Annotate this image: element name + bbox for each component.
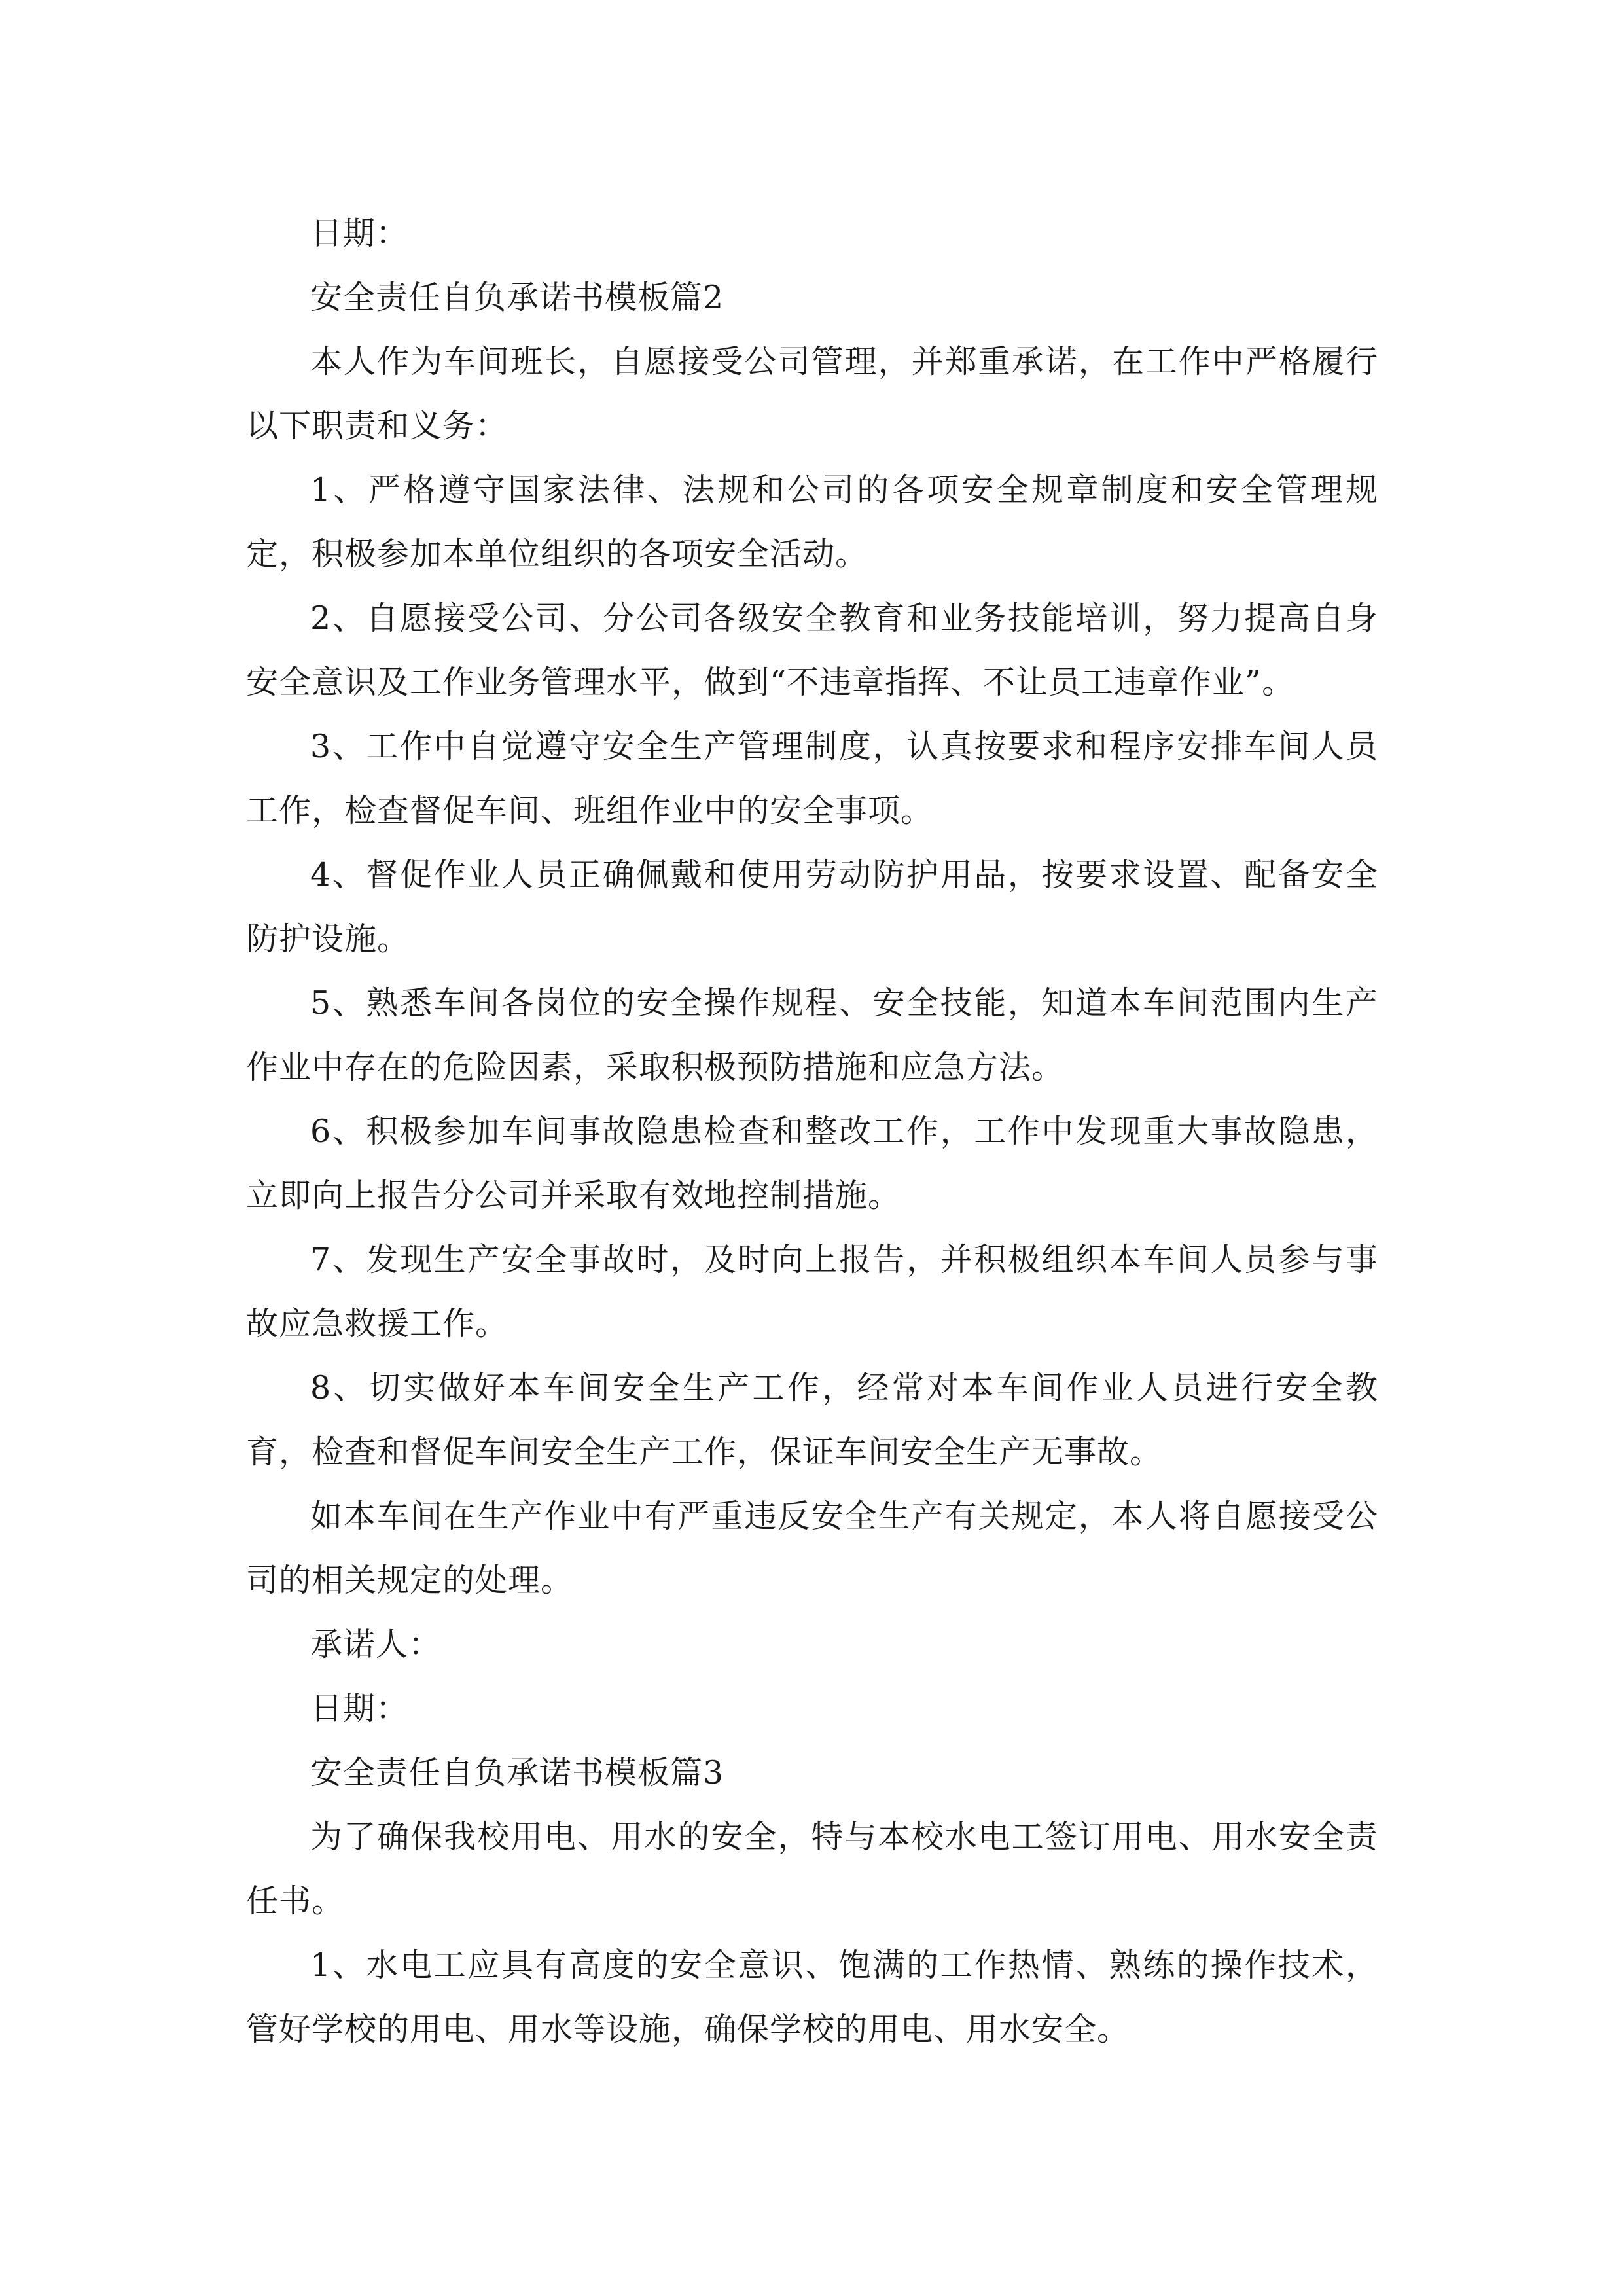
clause-6: 6、积极参加车间事故隐患检查和整改工作，工作中发现重大事故隐患，立即向上报告分公司并采取有效地控制措施。 [246, 1113, 1378, 1214]
date-line-2: 日期： [310, 1690, 409, 1727]
clause-7: 7、发现生产安全事故时，及时向上报告，并积极组织本车间人员参与事故应急救援工作。 [246, 1241, 1378, 1342]
clause-2: 2、自愿接受公司、分公司各级安全教育和业务技能培训，努力提高自身安全意识及工作业务管理水平，做到“不违章指挥、不让员工违章作业”。 [246, 600, 1378, 701]
date-line: 日期： [310, 215, 409, 252]
closing-paragraph: 如本车间在生产作业中有严重违反安全生产有关规定，本人将自愿接受公司的相关规定的处理。 [246, 1498, 1378, 1599]
clause-1: 1、严格遵守国家法律、法规和公司的各项安全规章制度和安全管理规定，积极参加本单位组织的各项安全活动。 [246, 471, 1378, 573]
section-title-2: 安全责任自负承诺书模板篇2 [310, 279, 724, 316]
intro-paragraph-3: 为了确保我校用电、用水的安全，特与本校水电工签订用电、用水安全责任书。 [246, 1818, 1378, 1920]
intro-paragraph: 本人作为车间班长，自愿接受公司管理，并郑重承诺，在工作中严格履行以下职责和义务： [246, 343, 1378, 444]
clause-5: 5、熟悉车间各岗位的安全操作规程、安全技能，知道本车间范围内生产作业中存在的危险因素，采取积极预防措施和应急方法。 [246, 984, 1378, 1086]
clause-3: 3、工作中自觉遵守安全生产管理制度，认真按要求和程序安排车间人员工作，检查督促车间、班组作业中的安全事项。 [246, 728, 1378, 829]
signer-line: 承诺人： [310, 1626, 442, 1663]
clause-8: 8、切实做好本车间安全生产工作，经常对本车间作业人员进行安全教育，检查和督促车间安全生产工作，保证车间安全生产无事故。 [246, 1369, 1378, 1471]
clause-4: 4、督促作业人员正确佩戴和使用劳动防护用品，按要求设置、配备安全防护设施。 [246, 856, 1378, 958]
section-title-3: 安全责任自负承诺书模板篇3 [310, 1754, 724, 1791]
document-body [246, 202, 1378, 2062]
clause-3-1: 1、水电工应具有高度的安全意识、饱满的工作热情、熟练的操作技术，管好学校的用电、用水等设施，确保学校的用电、用水安全。 [246, 1946, 1378, 2048]
